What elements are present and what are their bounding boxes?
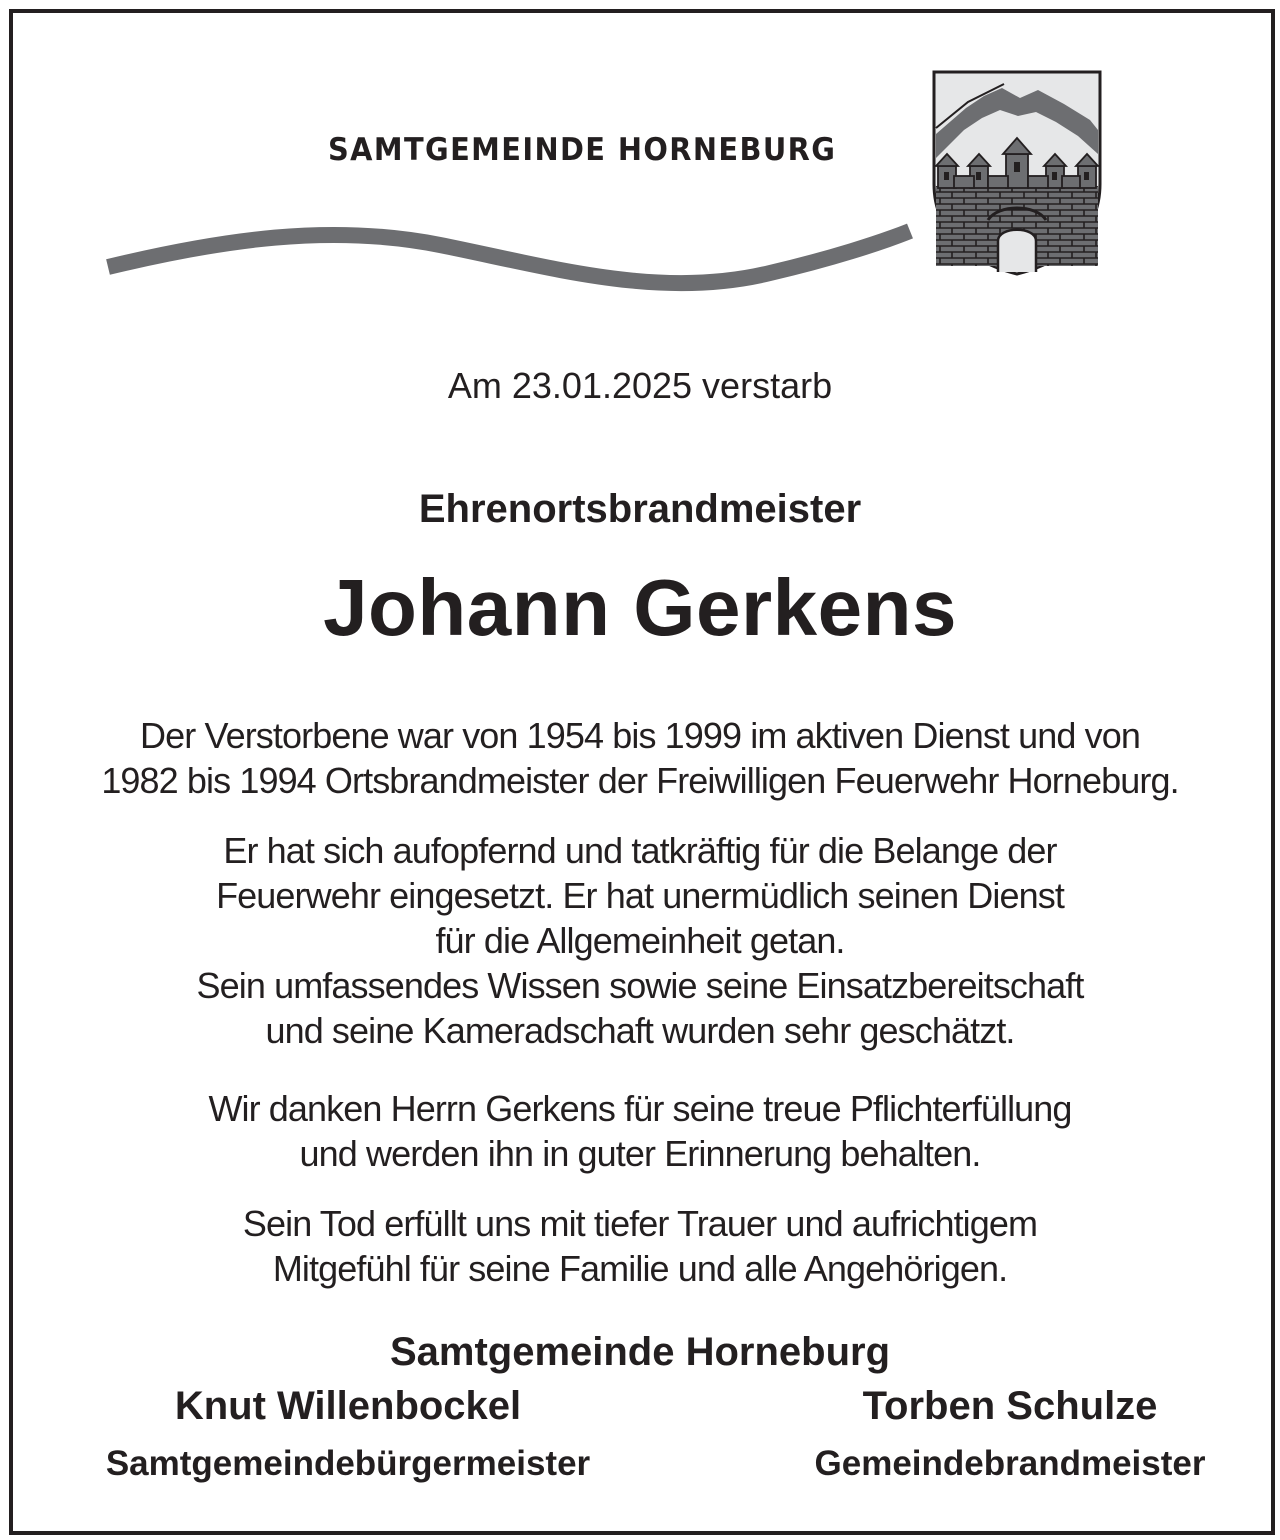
paragraph-condolence <box>40 1201 1240 1291</box>
paragraph-dedication <box>40 828 1240 1053</box>
text-line: und werden ihn in guter Erinnerung behalten. <box>299 1133 981 1174</box>
text-line: Sein umfassendes Wissen sowie seine Einsatzbereitschaft <box>196 965 1084 1006</box>
death-date-line: Am 23.01.2025 verstarb <box>447 365 833 406</box>
text-line: Er hat sich aufopfernd und tatkräftig für die Belange der <box>223 830 1057 871</box>
signer-role-left: Samtgemeindebürgermeister <box>105 1444 591 1483</box>
text-line: und seine Kameradschaft wurden sehr geschätzt. <box>265 1010 1015 1051</box>
signer-role-right: Gemeindebrandmeister <box>814 1444 1206 1483</box>
text-line: Mitgefühl für seine Familie und alle Angehörigen. <box>272 1248 1008 1289</box>
honor-title: Ehrenortsbrandmeister <box>418 487 862 531</box>
coat-of-arms-icon <box>928 66 1106 278</box>
text-line: Der Verstorbene war von 1954 bis 1999 im aktiven Dienst und von <box>140 715 1140 756</box>
paragraph-service <box>40 713 1240 803</box>
text-line: Sein Tod erfüllt uns mit tiefer Trauer und aufrichtigem <box>242 1203 1038 1244</box>
signature-organization: Samtgemeinde Horneburg <box>389 1330 891 1374</box>
paragraph-thanks <box>40 1086 1240 1176</box>
wave-logo-icon <box>100 215 930 305</box>
signer-name-right: Torben Schulze <box>862 1384 1158 1428</box>
text-line: für die Allgemeinheit getan. <box>435 920 845 961</box>
text-line: 1982 bis 1994 Ortsbrandmeister der Freiwilligen Feuerwehr Horneburg. <box>101 760 1179 801</box>
signer-name-left: Knut Willenbockel <box>174 1384 522 1428</box>
deceased-name: Johann Gerkens <box>323 563 957 652</box>
header-organization: SAMTGEMEINDE HORNEBURG <box>328 132 837 168</box>
text-line: Feuerwehr eingesetzt. Er hat unermüdlich seinen Dienst <box>216 875 1064 916</box>
text-line: Wir danken Herrn Gerkens für seine treue Pflichterfüllung <box>208 1088 1072 1129</box>
